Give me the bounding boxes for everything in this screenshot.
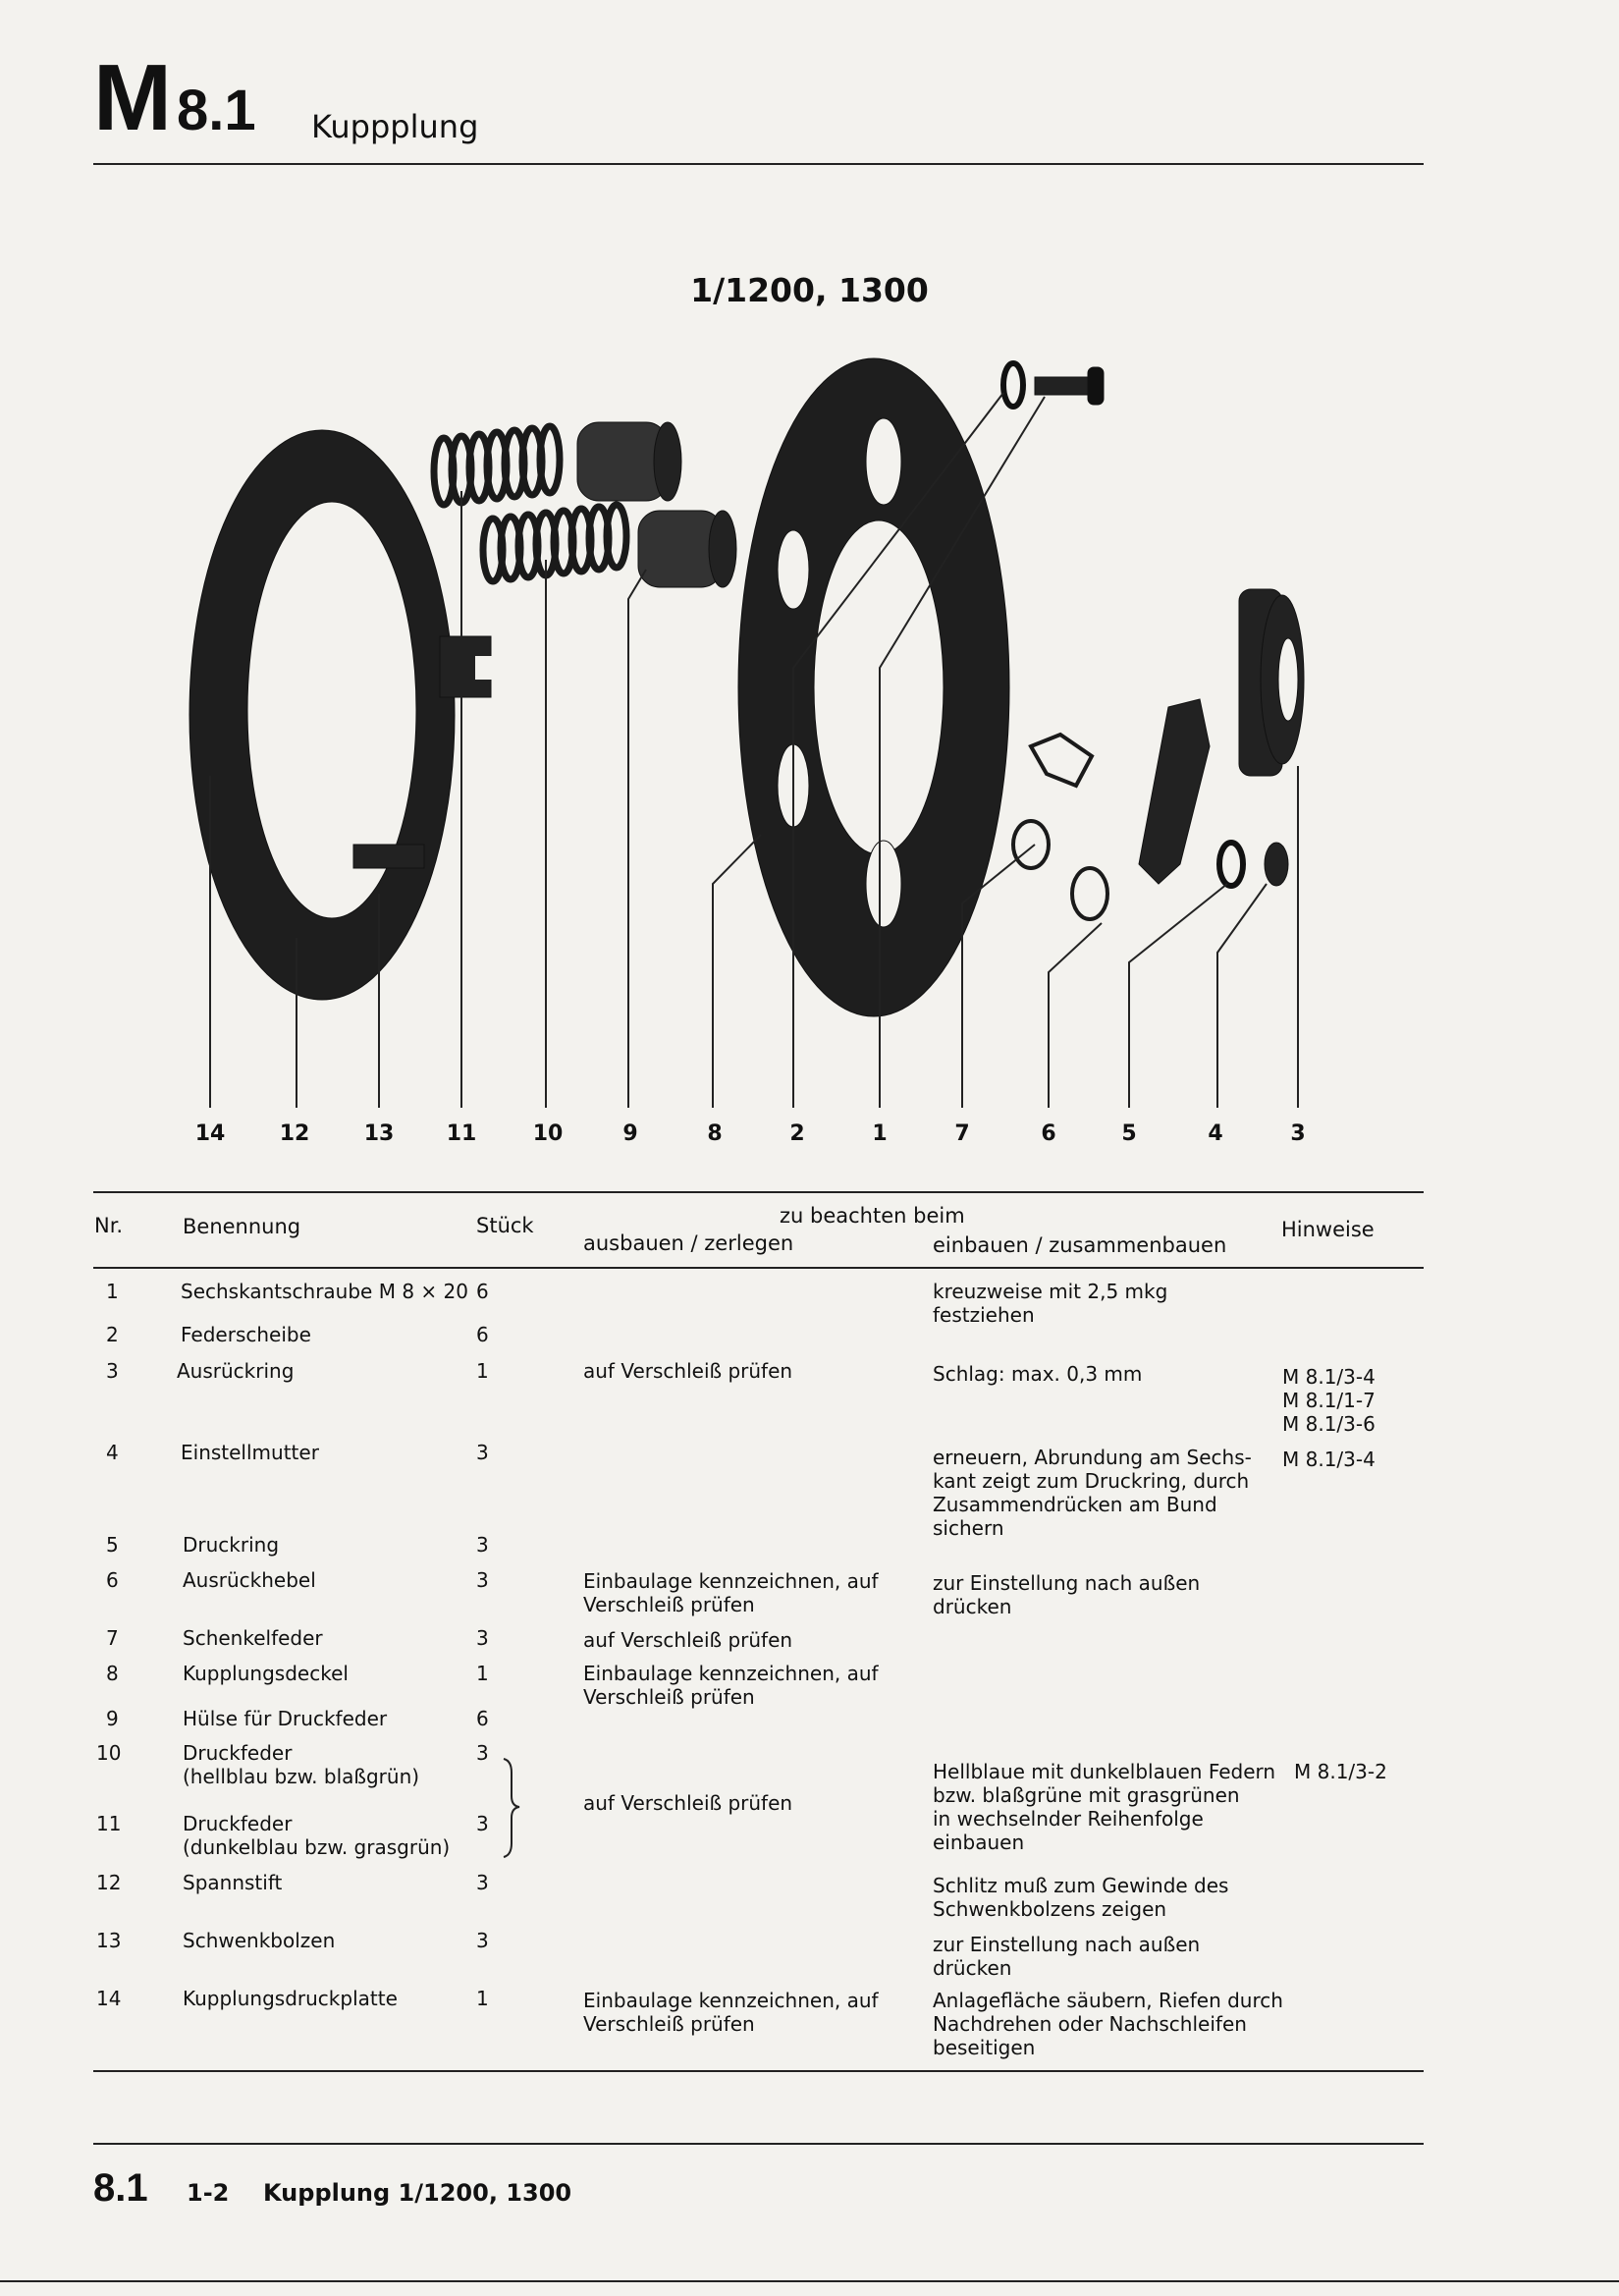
callout-6: 6	[1041, 1121, 1056, 1146]
row-12-qty: 3	[476, 1871, 489, 1894]
row-12-name: Spannstift	[183, 1871, 283, 1894]
row-14-name: Kupplungsdruckplatte	[183, 1987, 398, 2010]
row-3-qty: 1	[476, 1359, 489, 1383]
spring-11-illustration	[434, 426, 560, 505]
callout-13: 13	[363, 1121, 395, 1146]
pressure-plate-illustration	[189, 430, 497, 1000]
row-3-name: Ausrückring	[177, 1359, 295, 1383]
footer-page-number: 1-2	[187, 2179, 230, 2207]
footer-rule	[93, 2143, 1424, 2145]
row-6-install: zur Einstellung nach außen drücken	[933, 1571, 1201, 1618]
row-9-nr: 9	[106, 1707, 119, 1730]
row-5-qty: 3	[476, 1533, 489, 1557]
release-ring-illustration	[1239, 589, 1304, 776]
row-1-nr: 1	[106, 1280, 119, 1303]
section-number: 8.1	[177, 79, 256, 142]
col-header-name: Benennung	[183, 1215, 301, 1238]
row-3-removal: auf Verschleiß prüfen	[583, 1359, 793, 1383]
row-1-qty: 6	[476, 1280, 489, 1303]
row-1-name: Sechskantschraube M 8 × 20	[181, 1280, 468, 1303]
page-title: Kuppplung	[311, 108, 479, 145]
leg-spring-illustration	[1013, 735, 1107, 919]
row-6-nr: 6	[106, 1568, 119, 1592]
row-4-qty: 3	[476, 1441, 489, 1464]
row-11-qty: 3	[476, 1812, 489, 1835]
section-letter: M	[93, 45, 168, 150]
row-11-nr: 11	[96, 1812, 122, 1835]
row-2-name: Federscheibe	[181, 1323, 311, 1346]
callout-4: 4	[1208, 1121, 1223, 1146]
row-6-removal: Einbaulage kennzeichnen, auf Verschleiß prüfen	[583, 1569, 879, 1616]
table-bottom-rule	[93, 2070, 1424, 2072]
row-7-nr: 7	[106, 1626, 119, 1650]
row-9-qty: 6	[476, 1707, 489, 1730]
row-13-qty: 3	[476, 1929, 489, 1952]
bolt-illustration	[1003, 363, 1104, 407]
col-header-removal: ausbauen / zerlegen	[583, 1231, 794, 1255]
row-14-qty: 1	[476, 1987, 489, 2010]
callout-2: 2	[789, 1121, 805, 1146]
row-12-nr: 12	[96, 1871, 122, 1894]
col-header-group: zu beachten beim	[780, 1204, 965, 1228]
row-12-install: Schlitz muß zum Gewinde des Schwenkbolzens zeigen	[933, 1874, 1229, 1921]
callout-12: 12	[279, 1121, 310, 1146]
col-header-qty: Stück	[476, 1214, 534, 1237]
springs-group-bracket	[496, 1753, 525, 1861]
row-13-name: Schwenkbolzen	[183, 1929, 336, 1952]
callout-7: 7	[954, 1121, 970, 1146]
row-6-qty: 3	[476, 1568, 489, 1592]
row-1-install: kreuzweise mit 2,5 mkg festziehen	[933, 1280, 1168, 1327]
row-14-nr: 14	[96, 1987, 122, 2010]
table-header-rule	[93, 1267, 1424, 1269]
clutch-cover-illustration	[738, 358, 1009, 1016]
row-4-notes: M 8.1/3-4	[1282, 1448, 1376, 1471]
row-14-removal: Einbaulage kennzeichnen, auf Verschleiß prüfen	[583, 1989, 879, 2036]
row-13-install: zur Einstellung nach außen drücken	[933, 1933, 1201, 1980]
row-7-removal: auf Verschleiß prüfen	[583, 1628, 793, 1652]
col-header-notes: Hinweise	[1281, 1218, 1375, 1241]
row-10-nr: 10	[96, 1741, 122, 1765]
spring-10-illustration	[483, 505, 626, 581]
callout-3: 3	[1290, 1121, 1306, 1146]
callout-9: 9	[622, 1121, 638, 1146]
row-8-name: Kupplungsdeckel	[183, 1662, 349, 1685]
row-10-name: Druckfeder (hellblau bzw. blaßgrün)	[183, 1741, 420, 1788]
col-header-install: einbauen / zusammenbauen	[933, 1233, 1227, 1257]
row-8-qty: 1	[476, 1662, 489, 1685]
figure-caption: 1/1200, 1300	[690, 271, 929, 309]
page-bottom-edge	[0, 2280, 1619, 2282]
springs-group-install: Hellblaue mit dunkelblauen Federn bzw. blaßgrüne mit grasgrünen in wechselnder Reihenfolge einbauen	[933, 1760, 1276, 1854]
row-3-nr: 3	[106, 1359, 119, 1383]
row-3-install: Schlag: max. 0,3 mm	[933, 1362, 1143, 1386]
release-lever-illustration	[1139, 699, 1210, 884]
footer-section-number: 8.1	[93, 2166, 148, 2210]
row-3-notes: M 8.1/3-4 M 8.1/1-7 M 8.1/3-6	[1282, 1365, 1376, 1436]
footer-title: Kupplung 1/1200, 1300	[263, 2179, 572, 2207]
row-7-name: Schenkelfeder	[183, 1626, 323, 1650]
row-7-qty: 3	[476, 1626, 489, 1650]
row-8-nr: 8	[106, 1662, 119, 1685]
row-5-name: Druckring	[183, 1533, 280, 1557]
callout-5: 5	[1121, 1121, 1137, 1146]
row-4-nr: 4	[106, 1441, 119, 1464]
row-10-qty: 3	[476, 1741, 489, 1765]
row-8-removal: Einbaulage kennzeichnen, auf Verschleiß prüfen	[583, 1662, 879, 1709]
row-9-name: Hülse für Druckfeder	[183, 1707, 388, 1730]
col-header-nr: Nr.	[94, 1214, 124, 1237]
springs-group-removal: auf Verschleiß prüfen	[583, 1791, 793, 1815]
row-4-install: erneuern, Abrundung am Sechs- kant zeigt zum Druckring, durch Zusammendrücken am Bund sichern	[933, 1446, 1252, 1540]
row-11-name: Druckfeder (dunkelblau bzw. grasgrün)	[183, 1812, 451, 1859]
callout-8: 8	[707, 1121, 723, 1146]
springs-group-notes: M 8.1/3-2	[1294, 1760, 1387, 1783]
row-4-name: Einstellmutter	[181, 1441, 319, 1464]
callout-11: 11	[446, 1121, 477, 1146]
row-2-nr: 2	[106, 1323, 119, 1346]
adjusting-nut-illustration	[1219, 843, 1288, 886]
row-6-name: Ausrückhebel	[183, 1568, 316, 1592]
callout-1: 1	[872, 1121, 888, 1146]
table-top-rule	[93, 1191, 1424, 1193]
callout-10: 10	[532, 1121, 564, 1146]
row-2-qty: 6	[476, 1323, 489, 1346]
row-5-nr: 5	[106, 1533, 119, 1557]
row-13-nr: 13	[96, 1929, 122, 1952]
callout-14: 14	[194, 1121, 226, 1146]
row-14-install: Anlagefläche säubern, Riefen durch Nachdrehen oder Nachschleifen beseitigen	[933, 1989, 1283, 2059]
